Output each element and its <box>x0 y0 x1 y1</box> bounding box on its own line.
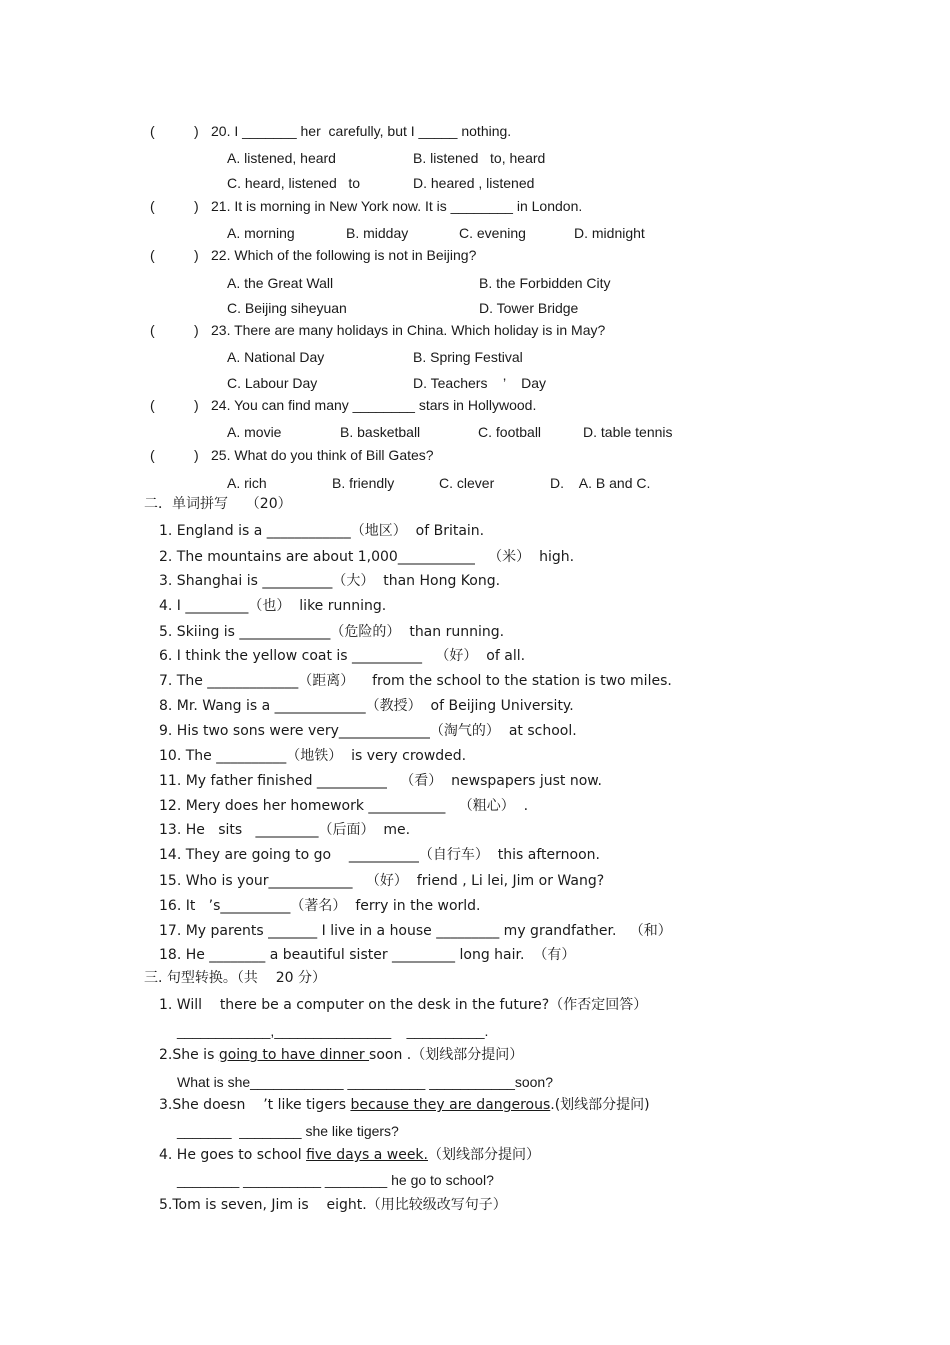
transform-item-2-suffix: soon .（划线部分提问） <box>369 1047 524 1063</box>
spelling-item-4: 4. I _________（也） like running. <box>159 598 387 614</box>
transform-item-2-answer: What is she____________ __________ ___________soon? <box>177 1074 554 1090</box>
spelling-item-6: 6. I think the yellow coat is __________ （好） of all. <box>159 648 526 664</box>
answer-paren-close: ) <box>194 123 199 139</box>
answer-paren-open: ( <box>150 247 155 263</box>
spelling-item-12: 12. Mery does her homework ___________ （粗心） . <box>159 798 529 814</box>
transform-item-1-answer: ____________,_______________ __________. <box>177 1023 489 1039</box>
question-21-option-c: C. evening <box>459 225 526 241</box>
question-21-option-b: B. midday <box>346 225 409 241</box>
transform-item-4-suffix: （划线部分提问） <box>428 1147 540 1163</box>
question-21-option-a: A. morning <box>227 225 295 241</box>
transform-item-3-underlined: because they are dangerous <box>350 1097 551 1113</box>
spelling-item-13: 13. He sits _________（后面） me. <box>159 822 411 838</box>
answer-paren-open: ( <box>150 322 155 338</box>
spelling-item-9: 9. His two sons were very_____________（淘气的） at school. <box>159 723 577 739</box>
transform-item-4-underlined: five days a week. <box>306 1147 428 1163</box>
question-25-stem: 25. What do you think of Bill Gates? <box>211 447 434 463</box>
spelling-item-7: 7. The _____________（距离） from the school to the station is two miles. <box>159 673 672 689</box>
spelling-item-15: 15. Who is your____________ （好） friend , Li lei, Jim or Wang? <box>159 873 605 889</box>
transform-item-4-answer: ________ __________ ________ he go to school? <box>177 1172 494 1188</box>
answer-paren-close: ) <box>194 322 199 338</box>
spelling-item-5: 5. Skiing is _____________（危险的） than running. <box>159 624 505 640</box>
question-25-option-d: D. A. B and C. <box>550 475 651 491</box>
question-25-option-a: A. rich <box>227 475 267 491</box>
spelling-item-11: 11. My father finished __________ （看） newspapers just now. <box>159 773 602 789</box>
question-24-option-a: A. movie <box>227 424 282 440</box>
transform-item-5: 5.Tom is seven, Jim is eight.（用比较级改写句子） <box>159 1197 507 1213</box>
question-23-option-c: C. Labour Day <box>227 375 318 391</box>
section-2-heading: 二．单词拼写 （20） <box>144 496 292 512</box>
spelling-item-16: 16. It ’s__________（著名） ferry in the world. <box>159 898 481 914</box>
question-22-option-c: C. Beijing siheyuan <box>227 300 347 316</box>
transform-item-2-underlined: going to have dinner <box>218 1047 370 1063</box>
question-24-option-b: B. basketball <box>340 424 421 440</box>
question-23-option-d: D. Teachers ’ Day <box>413 375 547 391</box>
question-24-stem: 24. You can find many ________ stars in Hollywood. <box>211 397 537 413</box>
transform-item-2 <box>159 1046 523 1064</box>
question-20-stem: 20. I _______ her carefully, but I _____ nothing. <box>211 123 512 139</box>
spelling-item-14: 14. They are going to go __________（自行车） this afternoon. <box>159 847 600 863</box>
transform-item-3-answer: _______ ________ she like tigers? <box>177 1123 399 1139</box>
spelling-item-10: 10. The __________（地铁） is very crowded. <box>159 748 467 764</box>
question-23-option-b: B. Spring Festival <box>413 349 523 365</box>
transform-item-3-suffix: .(划线部分提问) <box>550 1097 650 1113</box>
answer-paren-close: ) <box>194 198 199 214</box>
question-20-option-c: C. heard, listened to <box>227 175 361 191</box>
answer-paren-close: ) <box>194 447 199 463</box>
spelling-item-1: 1. England is a ____________（地区） of Britain. <box>159 523 485 539</box>
question-21-stem: 21. It is morning in New York now. It is ________ in London. <box>211 198 583 214</box>
answer-paren-close: ) <box>194 247 199 263</box>
question-20-option-d: D. heared , listened <box>413 175 535 191</box>
transform-item-1: 1. Will there be a computer on the desk in the future?（作否定回答） <box>159 997 648 1013</box>
answer-paren-open: ( <box>150 447 155 463</box>
question-25-option-c: C. clever <box>439 475 495 491</box>
transform-item-4-prefix: 4. He goes to school <box>159 1147 307 1163</box>
question-21-option-d: D. midnight <box>574 225 645 241</box>
question-22-option-a: A. the Great Wall <box>227 275 334 291</box>
question-24-option-d: D. table tennis <box>583 424 673 440</box>
question-24-option-c: C. football <box>478 424 542 440</box>
question-23-stem: 23. There are many holidays in China. Which holiday is in May? <box>211 322 606 338</box>
answer-paren-open: ( <box>150 198 155 214</box>
transform-item-2-prefix: 2.She is <box>159 1047 219 1063</box>
spelling-item-3: 3. Shanghai is __________（大） than Hong Kong. <box>159 573 501 589</box>
question-22-option-d: D. Tower Bridge <box>479 300 579 316</box>
spelling-item-18: 18. He ________ a beautiful sister _________ long hair. （有） <box>159 947 576 963</box>
question-22-option-b: B. the Forbidden City <box>479 275 611 291</box>
transform-item-4 <box>159 1146 540 1164</box>
question-25-option-b: B. friendly <box>332 475 395 491</box>
transform-item-3-prefix: 3.She doesn ’t like tigers <box>159 1097 351 1113</box>
spelling-item-8: 8. Mr. Wang is a _____________（教授） of Beijing University. <box>159 698 574 714</box>
spelling-item-17: 17. My parents _______ I live in a house _________ my grandfather. （和） <box>159 923 672 939</box>
question-22-stem: 22. Which of the following is not in Beijing? <box>211 247 477 263</box>
transform-item-3 <box>159 1096 650 1114</box>
answer-paren-close: ) <box>194 397 199 413</box>
section-3-heading: 三. 句型转换。（共 20 分） <box>144 970 326 986</box>
question-23-option-a: A. National Day <box>227 349 325 365</box>
question-20-option-b: B. listened to, heard <box>413 150 546 166</box>
question-20-option-a: A. listened, heard <box>227 150 336 166</box>
spelling-item-2: 2. The mountains are about 1,000___________ （米） high. <box>159 549 575 565</box>
answer-paren-open: ( <box>150 397 155 413</box>
answer-paren-open: ( <box>150 123 155 139</box>
